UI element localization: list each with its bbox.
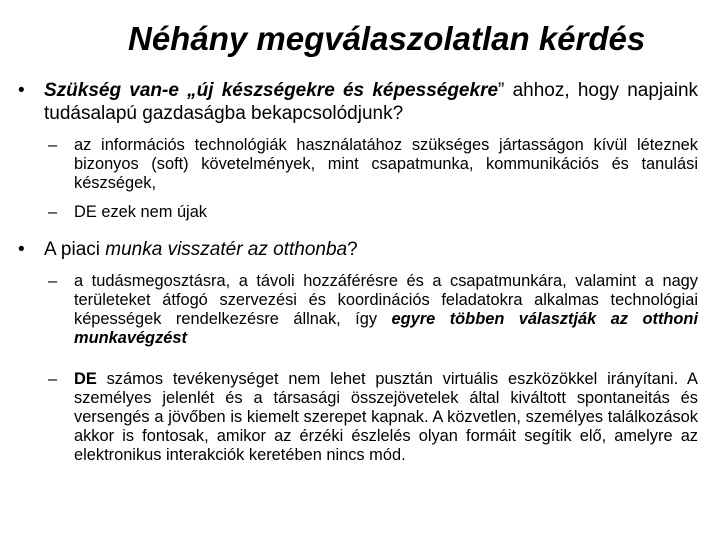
sub-2-1-part-2: egyre többen választják az otthoni munkavégzést: [74, 310, 698, 347]
dash-marker: –: [48, 136, 58, 154]
slide-title-area: [0, 0, 720, 70]
sub-2-1: [48, 272, 698, 348]
sub-2-2-part-1: DE: [74, 370, 97, 388]
sub-1-1-text: az információs technológiák használatához szükséges jártasságon kívül léteznek bizonyos (soft) követelmények, mint csapatmunka, kommunikációs és tanulási készségek,: [74, 136, 698, 192]
bullet-2: [18, 238, 698, 261]
bullet-1: [18, 79, 698, 125]
bullet-1-part-1: Szükség van-e „új készségekre és képességekre: [44, 80, 499, 101]
dash-marker: –: [48, 370, 58, 388]
bullet-1-text: [44, 79, 698, 125]
bullet-2-part-2: munka visszatér az otthonba: [105, 239, 348, 260]
bullet-marker: •: [18, 80, 25, 101]
sub-2-2-text: [74, 370, 698, 465]
dash-marker: –: [48, 272, 58, 290]
slide-title: Néhány megválaszolatlan kérdés: [128, 20, 646, 57]
sub-2-2-part-2: számos tevékenységet nem lehet pusztán virtuális eszközökkel irányítani. A személyes jelenlét és a társasági összejövetelek által kiváltott spontaneitás és versengés a jövőben is kiemelt szerepet kapnak. A közvetlen, személyes találkozások akkor is fontosak, amikor az érzéki észlelés olyan formáit segítik elő, amelyre az elektronikus interakciók keretében nincs mód.: [74, 370, 698, 464]
sub-1-2: [48, 203, 698, 222]
bullet-2-part-3: ?: [347, 239, 358, 260]
sub-1-1: [48, 136, 698, 193]
bullet-1-part-2: ” ahhoz, hogy napjaink tudásalapú gazdaságba bekapcsolódjunk?: [44, 80, 699, 124]
sub-2-1-part-1: a tudásmegosztásra, a távoli hozzáférésre és a csapatmunkára, valamint a nagy területeket átfogó szervezési és koordinációs feladatokra alkalmas technológiai képességek rendelkezésre állnak, így: [74, 272, 698, 328]
dash-marker: –: [48, 203, 58, 221]
sub-2-1-text: [74, 272, 698, 348]
bullet-marker: •: [18, 239, 25, 260]
bullet-2-text: [44, 238, 698, 261]
bullet-2-part-1: A piaci: [44, 239, 106, 260]
sub-2-2: [48, 370, 698, 465]
sub-1-2-text: DE ezek nem újak: [74, 203, 208, 221]
